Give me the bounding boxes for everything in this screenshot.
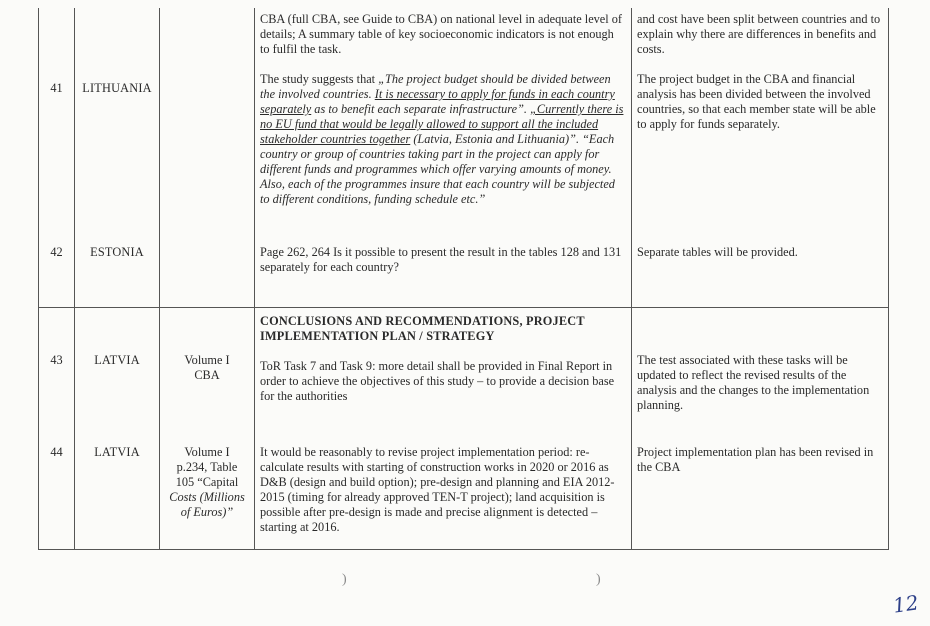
comment-text: The study suggests that „The project budget should be divided between the involved countries. It is necessary to apply for funds in each country separately as to benefit each separate infrastructure”. „Currently there is no EU fund that would be legally allowed to support all the included stakeholder countries together (Latvia, Estonia and Lithuania)”. “Each country or group of countries taking part in the project can apply for different funds and programmes which offer varying amounts of money. Also, each of the programmes insure that each country will be subjected to different conditions, funding schedule etc.” <box>260 72 624 206</box>
row-number: 44 <box>50 445 63 459</box>
reply-text: Project implementation plan has been revised in the CBA <box>637 445 874 474</box>
comment-text: It would be reasonably to revise project implementation period: re-calculate results with starting of construction works in 2020 or 2016 as D&B (design and build option); pre-design and planning and EIA 2012- 2015 (timing for already approved TEN-T project); land acquisition is possible after pre-design is made and precise alignment is detected – starting at 2016. <box>260 445 615 534</box>
table-row <box>39 445 889 550</box>
country-name: ESTONIA <box>90 245 144 259</box>
reference-cell <box>160 8 255 245</box>
comments-table <box>38 8 889 550</box>
reply-text: and cost have been split between countries and to explain why there are differences in benefits and costs. <box>637 12 881 56</box>
reference-text: CBA <box>194 367 220 382</box>
table-row <box>39 307 889 445</box>
reply-text: Separate tables will be provided. <box>637 245 798 259</box>
scan-mark: ) <box>342 572 347 587</box>
table-row <box>39 245 889 307</box>
row-number: 42 <box>50 245 63 259</box>
comment-text: Page 262, 264 Is it possible to present the result in the tables 128 and 131 separately for each country? <box>260 245 622 274</box>
page-number: 12 <box>891 590 920 618</box>
country-name: LATVIA <box>94 445 140 459</box>
reference-text: p.234, Table <box>176 460 238 474</box>
scan-mark: ) <box>596 572 601 587</box>
section-heading: CONCLUSIONS AND RECOMMENDATIONS, PROJECT IMPLEMENTATION PLAN / STRATEGY <box>260 313 585 343</box>
country-name: LATVIA <box>94 352 140 367</box>
reply-text: The test associated with these tasks will be updated to reflect the revised results of the analysis and the changes to the implementation planning. <box>637 352 870 412</box>
row-number: 43 <box>50 352 63 367</box>
row-number-cell <box>39 8 75 245</box>
reply-cell <box>632 8 889 245</box>
reply-text: The project budget in the CBA and financial analysis has been divided between the involved countries, so that each member state will be able to apply for funds separately. <box>637 72 876 131</box>
reference-text: Volume I <box>184 352 230 367</box>
reference-text: Volume I <box>184 445 230 459</box>
row-number: 41 <box>50 81 63 95</box>
comment-text: CBA (full CBA, see Guide to CBA) on national level in adequate level of details; A summary table of key socioeconomic indicators is not enough to fulfil the task. <box>260 12 623 56</box>
comment-cell <box>255 8 632 245</box>
reference-text: Costs (Millions <box>169 490 245 504</box>
comment-text: ToR Task 7 and Task 9: more detail shall be provided in Final Report in order to achieve the objectives of this study – to provide a decision base for the authorities <box>260 358 615 403</box>
country-name: LITHUANIA <box>82 81 152 95</box>
reference-text: 105 “Capital <box>175 475 239 489</box>
reference-text: of Euros)” <box>180 505 234 519</box>
table-row <box>39 8 889 245</box>
country-cell <box>75 8 160 245</box>
